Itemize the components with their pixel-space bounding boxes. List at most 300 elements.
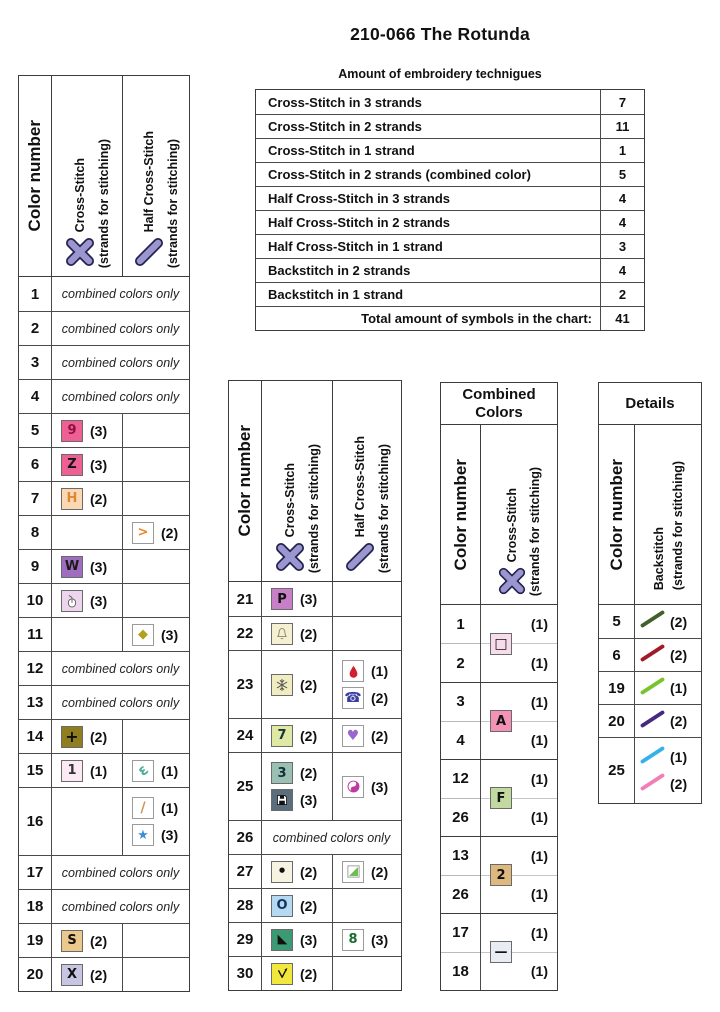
stitch-entry [342,725,401,747]
technique-count: 3 [600,235,644,258]
strand-count: (3) [90,422,108,439]
combined-colors-note: combined colors only [61,321,180,336]
color-number: 12 [441,760,480,799]
strand-count: (3) [90,456,108,473]
cross-stitch-cell [262,617,333,650]
legend-table-colors-21-30 [228,380,402,991]
cross-stitch-cell [52,448,123,481]
mouse-icon [61,590,83,612]
technique-row [256,162,644,186]
backstitch-line-icon [639,709,666,734]
legend-row [19,277,189,311]
technique-count: 11 [600,115,644,138]
strand-count: (1) [530,616,548,632]
legend-row [229,650,401,718]
symbol-swatch [61,726,83,748]
technique-label: Half Cross-Stitch in 2 strands [268,215,451,230]
color-number: 19 [599,672,635,704]
color-number: 17 [19,856,52,889]
symbol-glyph: / [140,800,146,816]
color-number: 2 [456,654,465,672]
stitch-entry [271,674,332,696]
stitch-entry [271,789,332,811]
details-row [599,704,701,737]
symbol-glyph: X [66,967,78,982]
strand-count: (2) [670,776,688,792]
cross-stitch-cell [52,482,123,515]
color-number: 19 [19,924,52,957]
stitch-entry [342,861,401,883]
legend-row [19,719,189,753]
half-cross-stitch-cell [123,958,189,991]
cross-stitch-cell [262,889,333,922]
stitch-entry [271,588,332,610]
strand-count: (2) [300,765,318,781]
color-number: 27 [229,855,262,888]
strand-count: (3) [161,626,179,643]
symbol-glyph: ☎ [344,690,362,706]
stitch-entry [271,895,332,917]
details-row [599,737,701,803]
strand-count: (2) [300,863,318,880]
technique-count: 4 [600,187,644,210]
backstitch-line-icon [639,745,666,770]
strand-count: (2) [300,965,318,982]
technique-row [256,258,644,282]
half-cross-stitch-cell [333,957,401,990]
legend-row [19,923,189,957]
symbol-glyph: 9 [67,423,77,438]
color-number: 2 [19,312,52,345]
combined-colors-note: combined colors only [61,355,180,370]
cross-stitch-cell [52,754,123,787]
half-cross-stitch-header: Half Cross-Stitch (strands for stitching) [123,76,189,276]
combined-numbers [441,760,481,836]
strand-count: (1) [90,762,108,779]
cross-stitch-cell [262,923,333,956]
symbol-glyph: Z [67,457,77,472]
symbol-glyph: 3 [277,765,287,781]
symbol-glyph: P [277,591,287,607]
stitch-entry [132,760,189,782]
combined-symbol [490,710,512,732]
legend-rows [229,582,401,990]
symbol-swatch [271,895,293,917]
legend-row [19,481,189,515]
color-number: 18 [19,890,52,923]
symbol-swatch [490,864,512,886]
backstitch-header: Backstitch (strands for stitching) [651,460,685,590]
color-number: 20 [599,705,635,737]
symbol-glyph: — [494,944,508,960]
legend-row [229,854,401,888]
technique-label: Backstitch in 2 strands [268,263,411,278]
combined-colors-table [440,382,558,991]
legend-row [229,718,401,752]
backstitch-entry [639,676,701,701]
combined-group [441,913,557,990]
backstitch-entry [639,609,701,634]
strand-count: (2) [300,727,318,744]
color-number: 26 [452,808,469,826]
legend-row [19,889,189,923]
symbol-glyph: 1 [67,763,77,778]
stitch-entry [61,488,122,510]
symbol-swatch [61,964,83,986]
details-row [599,671,701,704]
cross-stitch-header: Cross-Stitch (strands for stitching) [262,381,333,581]
combined-colors-note: combined colors only [272,830,391,845]
technique-row [256,138,644,162]
backstitch-cell [635,639,701,671]
color-number: 13 [441,837,480,876]
strand-count: (2) [90,728,108,745]
symbol-glyph: W [64,559,80,574]
bell-icon [271,623,293,645]
stitch-entry [61,556,122,578]
combined-colors-note: combined colors only [61,695,180,710]
stitch-entry [342,687,401,709]
strand-count: (3) [300,931,318,948]
symbol-glyph: F [496,790,506,806]
symbol-swatch [61,930,83,952]
half-cross-stitch-cell [123,550,189,583]
legend-row [19,413,189,447]
legend-header [229,381,401,582]
half-cross-stitch-cell [123,482,189,515]
half-cross-stitch-cell [333,582,401,616]
color-number: 4 [19,380,52,413]
backstitch-cell [635,705,701,737]
cross-stitch-header: Cross-Stitch (strands for stitching) [481,425,557,604]
combined-group [441,836,557,913]
combined-colors-note: combined colors only [61,899,180,914]
technique-label: Cross-Stitch in 2 strands (combined color) [268,167,531,182]
color-number: 14 [19,720,52,753]
color-number: 3 [19,346,52,379]
cross-stitch-cell [52,618,123,651]
combined-colors-note: combined colors only [61,287,180,301]
stitch-entry [132,522,189,544]
legend-row [19,651,189,685]
symbol-swatch [490,710,512,732]
color-number: 10 [19,584,52,617]
half-cross-stitch-cell [333,651,401,718]
combined-symbol-cell [481,683,557,759]
half-cross-stitch-cell [123,584,189,617]
symbol-swatch [271,861,293,883]
color-number: 5 [19,414,52,447]
symbol-swatch [490,787,512,809]
legend-row [19,379,189,413]
cross-stitch-header: Cross-Stitch (strands for stitching) [52,76,123,276]
combined-symbol [490,787,512,809]
cross-stitch-cell [52,516,123,549]
half-cross-stitch-cell [333,617,401,650]
color-number: 11 [19,618,52,651]
legend-row [19,685,189,719]
legend-row [19,515,189,549]
combined-colors-note: combined colors only [61,661,180,676]
details-row [599,638,701,671]
strand-count: (2) [300,625,318,642]
symbol-swatch [132,824,154,846]
symbol-swatch [132,522,154,544]
legend-row [19,957,189,991]
half-cross-stitch-cell [123,788,189,855]
technique-row [256,90,644,114]
strand-count: (3) [300,792,318,808]
symbol-glyph: ◆ [138,627,148,642]
symbol-swatch [490,633,512,655]
legend-row [19,617,189,651]
backstitch-line-icon [639,772,666,797]
color-number: 5 [599,605,635,638]
combined-symbol-cell [481,605,557,682]
half-cross-stitch-cell [123,924,189,957]
cross-stitch-cell [52,720,123,753]
color-number: 8 [19,516,52,549]
symbol-glyph: ε [133,760,152,780]
backstitch-cell [635,605,701,638]
strand-count: (2) [300,676,318,693]
stitch-entry [271,929,332,951]
symbol-swatch [61,454,83,476]
combined-group [441,759,557,836]
technique-count: 1 [600,139,644,162]
legend-row [229,616,401,650]
symbol-swatch [61,420,83,442]
half-cross-stitch-cell [333,923,401,956]
details-table [598,382,702,804]
half-cross-stitch-cell [333,753,401,820]
technique-row [256,282,644,306]
color-number: 30 [229,957,262,990]
cross-stitch-icon [64,236,96,268]
backstitch-cell [635,738,701,803]
symbol-swatch [271,725,293,747]
stitch-entry [61,590,122,612]
tri-icon [271,929,293,951]
cross-stitch-cell [262,651,333,718]
half-cross-stitch-cell [123,754,189,787]
technique-count: 2 [600,283,644,306]
cross-stitch-cell [52,584,123,617]
stitch-entry [132,624,189,646]
combined-symbol-cell [481,837,557,913]
symbol-swatch [61,556,83,578]
legend-row [19,787,189,855]
stitch-entry [61,726,122,748]
strand-count: (1) [670,749,688,765]
half-cross-stitch-cell [333,889,401,922]
yinyang-icon [342,776,364,798]
symbol-glyph: > [137,525,149,540]
color-number: 20 [19,958,52,991]
stitch-entry [61,420,122,442]
strand-count: (3) [161,827,179,843]
backstitch-cell [635,672,701,704]
technique-row [256,186,644,210]
combined-numbers [441,605,481,682]
color-number: 18 [452,962,469,980]
symbol-glyph: 8 [348,932,358,947]
backstitch-entry [639,643,701,668]
symbol-glyph: 2 [496,867,506,883]
strand-count: (2) [300,897,318,914]
details-header [599,425,701,605]
color-number: 25 [599,738,635,803]
combined-symbol [490,864,512,886]
color-number: 12 [19,652,52,685]
technique-label: Backstitch in 1 strand [268,287,404,302]
technique-label: Total amount of symbols in the chart: [361,311,592,326]
color-number: 13 [19,686,52,719]
stitch-entry [342,776,401,798]
color-number: 9 [19,550,52,583]
technique-row [256,210,644,234]
legend-rows [19,277,189,991]
color-number: 24 [229,719,262,752]
symbol-swatch [342,687,364,709]
technique-row [256,234,644,258]
strand-count: (1) [530,770,548,787]
stitch-entry [271,762,332,784]
cross-stitch-cell [52,924,123,957]
half-cross-stitch-header: Half Cross-Stitch (strands for stitching) [333,381,401,581]
snow-icon [271,674,293,696]
symbol-glyph: A [495,713,507,729]
color-number: 6 [19,448,52,481]
combined-symbol [490,633,512,655]
strand-count: (1) [530,886,548,903]
half-cross-stitch-icon [344,541,376,573]
strand-count: (1) [161,800,179,816]
strand-count: (1) [530,847,548,864]
strand-count: (3) [90,558,108,575]
cross-stitch-icon [497,566,527,596]
color-number-header: Color number [229,381,262,581]
strand-count: (1) [530,809,548,826]
backstitch-entry [639,772,701,797]
symbol-swatch [132,624,154,646]
combined-colors-note: combined colors only [61,865,180,880]
legend-row [19,855,189,889]
combined-colors-heading: Combined Colors [441,383,557,425]
half-cross-stitch-cell [333,855,401,888]
technique-count: 4 [600,259,644,282]
floppy-icon [271,789,293,811]
strand-count: (2) [670,613,688,630]
strand-count: (2) [90,490,108,507]
color-number: 16 [19,788,52,855]
combined-header [441,425,557,605]
color-number: 26 [229,821,262,854]
symbol-glyph: + [65,726,79,746]
half-cross-stitch-cell [123,516,189,549]
combined-numbers [441,914,481,990]
symbol-swatch [132,760,154,782]
combined-numbers [441,683,481,759]
half-cross-stitch-cell [333,719,401,752]
droplet-icon [342,660,364,682]
cross-stitch-cell [262,582,333,616]
page-subtitle: Amount of embroidery technigues [338,67,542,81]
stitch-entry [271,963,332,985]
halfsq-icon [342,861,364,883]
legend-row [229,820,401,854]
legend-row [229,922,401,956]
stitch-entry [61,930,122,952]
strand-count: (3) [90,592,108,609]
strand-count: (1) [530,924,548,941]
half-cross-stitch-cell [123,720,189,753]
technique-row [256,306,644,330]
strand-count: (2) [670,713,688,729]
symbol-glyph: • [277,862,287,880]
strand-count: (2) [371,727,389,744]
stitch-entry [132,824,189,846]
half-cross-stitch-icon [133,236,165,268]
half-cross-stitch-cell [123,414,189,447]
color-number: 6 [599,639,635,671]
arrowcheck-icon [271,963,293,985]
details-row [599,605,701,638]
combined-numbers [441,837,481,913]
legend-row [229,956,401,990]
symbol-glyph: O [276,898,288,913]
technique-label: Half Cross-Stitch in 1 strand [268,239,443,254]
cross-stitch-cell [262,719,333,752]
color-number: 3 [441,683,480,722]
symbol-swatch [342,725,364,747]
cross-stitch-icon [274,541,306,573]
color-number: 22 [229,617,262,650]
stitch-entry [132,797,189,819]
stitch-entry [61,964,122,986]
strand-count: (2) [90,932,108,949]
cross-stitch-cell [262,753,333,820]
symbol-swatch [132,797,154,819]
symbol-swatch [61,488,83,510]
color-number: 4 [456,731,465,749]
title-block [220,24,660,81]
legend-row [229,752,401,820]
combined-symbol-cell [481,914,557,990]
color-number-header: Color number [19,76,52,276]
stitch-entry [271,623,332,645]
technique-count: 5 [600,163,644,186]
technique-count: 7 [600,90,644,114]
combined-groups [441,605,557,990]
backstitch-line-icon [639,676,666,701]
symbol-glyph: 7 [277,728,287,743]
symbol-swatch [342,929,364,951]
symbol-swatch [490,941,512,963]
stitch-entry [61,760,122,782]
half-cross-stitch-cell [123,448,189,481]
strand-count: (1) [371,663,389,679]
technique-row [256,114,644,138]
strand-count: (2) [90,966,108,983]
symbol-swatch [271,588,293,610]
cross-stitch-cell [52,958,123,991]
symbol-swatch [61,760,83,782]
symbol-glyph: H [66,491,78,506]
color-number-header: Color number [599,425,635,604]
strand-count: (2) [371,690,389,706]
technique-label: Cross-Stitch in 2 strands [268,119,422,134]
